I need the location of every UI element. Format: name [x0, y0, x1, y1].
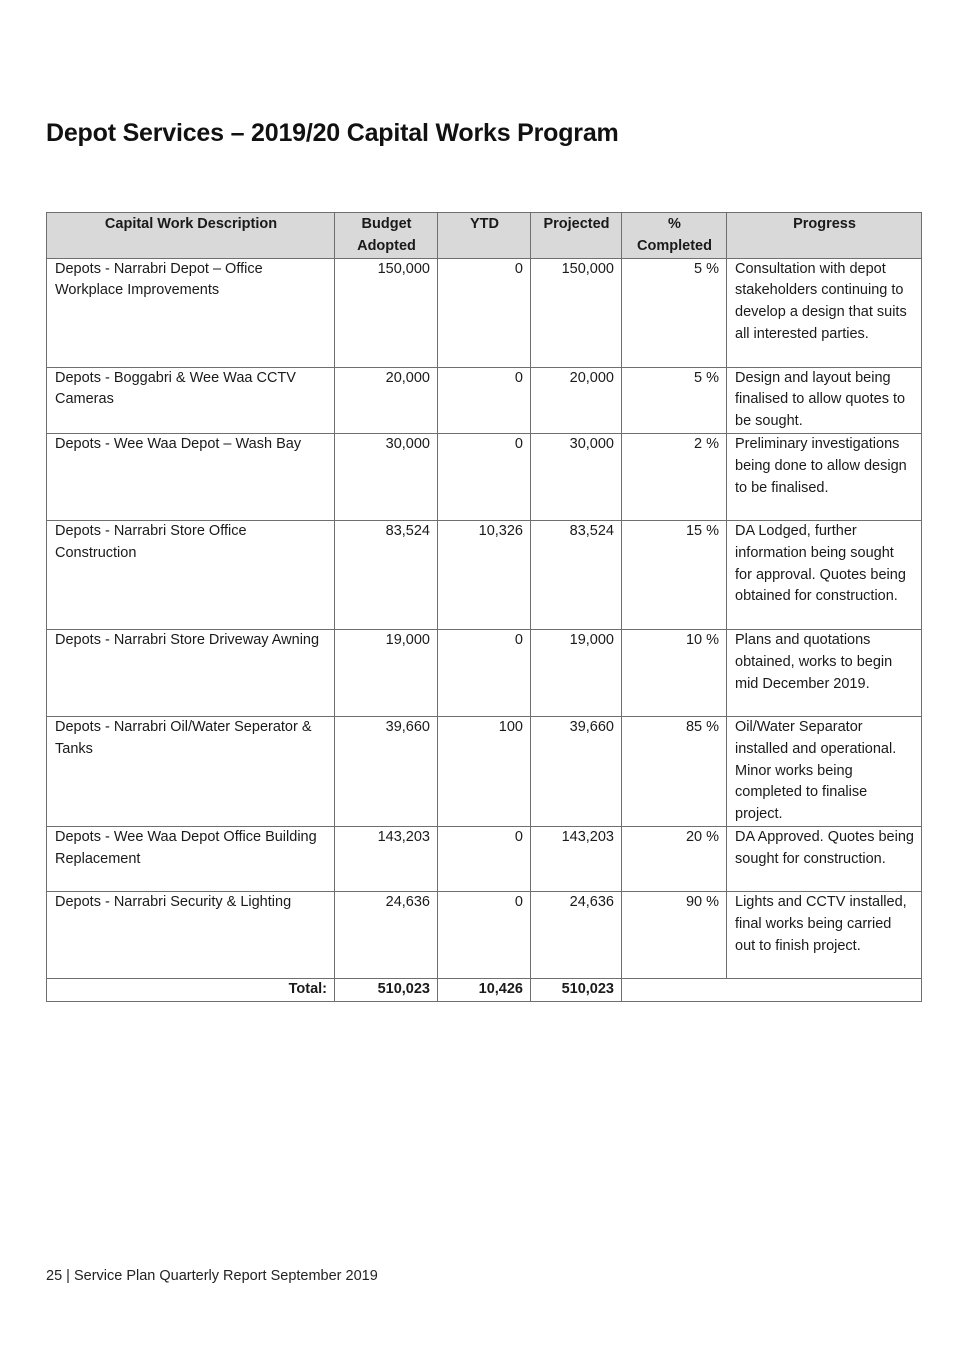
cell-ytd: 0	[438, 826, 531, 891]
table-row	[47, 629, 922, 716]
cell-budget: 19,000	[335, 629, 438, 716]
cell-budget: 24,636	[335, 891, 438, 978]
cell-budget: 20,000	[335, 367, 438, 433]
total-row	[47, 978, 922, 1001]
cell-progress: Oil/Water Separator installed and operational. Minor works being completed to finalise project.	[727, 716, 922, 826]
table-row	[47, 891, 922, 978]
cell-projected: 19,000	[531, 629, 622, 716]
cell-description: Depots - Narrabri Depot – Office Workplace Improvements	[47, 258, 335, 367]
cell-progress: Design and layout being finalised to allow quotes to be sought.	[727, 367, 922, 433]
cell-projected: 39,660	[531, 716, 622, 826]
cell-percent: 20 %	[622, 826, 727, 891]
header-budget-line1: Budget	[361, 216, 412, 232]
cell-description: Depots - Narrabri Oil/Water Seperator & Tanks	[47, 716, 335, 826]
cell-ytd: 0	[438, 367, 531, 433]
cell-percent: 90 %	[622, 891, 727, 978]
table-row	[47, 433, 922, 520]
cell-percent: 15 %	[622, 520, 727, 629]
cell-progress: DA Lodged, further information being sought for approval. Quotes being obtained for construction.	[727, 520, 922, 629]
cell-percent: 10 %	[622, 629, 727, 716]
capital-works-table	[46, 212, 922, 1002]
header-ytd: YTD	[438, 213, 531, 259]
total-projected: 510,023	[531, 978, 622, 1001]
cell-ytd: 0	[438, 891, 531, 978]
cell-description: Depots - Narrabri Security & Lighting	[47, 891, 335, 978]
table-row	[47, 520, 922, 629]
cell-projected: 150,000	[531, 258, 622, 367]
cell-description: Depots - Wee Waa Depot Office Building Replacement	[47, 826, 335, 891]
cell-percent: 5 %	[622, 258, 727, 367]
page-footer: 25 | Service Plan Quarterly Report September 2019	[46, 1268, 378, 1284]
header-description: Capital Work Description	[47, 213, 335, 259]
cell-percent: 5 %	[622, 367, 727, 433]
cell-progress: Consultation with depot stakeholders continuing to develop a design that suits all interested parties.	[727, 258, 922, 367]
header-budget-line2: Adopted	[357, 237, 416, 254]
cell-progress: DA Approved. Quotes being sought for construction.	[727, 826, 922, 891]
cell-budget: 39,660	[335, 716, 438, 826]
cell-description: Depots - Narrabri Store Office Construction	[47, 520, 335, 629]
cell-ytd: 100	[438, 716, 531, 826]
table-row	[47, 367, 922, 433]
cell-ytd: 0	[438, 629, 531, 716]
cell-budget: 30,000	[335, 433, 438, 520]
cell-description: Depots - Wee Waa Depot – Wash Bay	[47, 433, 335, 520]
cell-ytd: 0	[438, 433, 531, 520]
header-projected: Projected	[531, 213, 622, 259]
table-row	[47, 826, 922, 891]
table-header-row	[47, 213, 922, 259]
cell-projected: 24,636	[531, 891, 622, 978]
total-ytd: 10,426	[438, 978, 531, 1001]
header-budget-adopted	[335, 213, 438, 259]
cell-budget: 83,524	[335, 520, 438, 629]
table-row	[47, 716, 922, 826]
cell-ytd: 10,326	[438, 520, 531, 629]
table-row	[47, 258, 922, 367]
cell-budget: 150,000	[335, 258, 438, 367]
total-label: Total:	[47, 978, 335, 1001]
total-empty-cell	[622, 978, 922, 1001]
cell-description: Depots - Narrabri Store Driveway Awning	[47, 629, 335, 716]
cell-description: Depots - Boggabri & Wee Waa CCTV Cameras	[47, 367, 335, 433]
cell-projected: 30,000	[531, 433, 622, 520]
header-percent-completed	[622, 213, 727, 259]
cell-progress: Preliminary investigations being done to allow design to be finalised.	[727, 433, 922, 520]
cell-budget: 143,203	[335, 826, 438, 891]
cell-projected: 143,203	[531, 826, 622, 891]
cell-progress: Plans and quotations obtained, works to begin mid December 2019.	[727, 629, 922, 716]
total-budget: 510,023	[335, 978, 438, 1001]
cell-projected: 20,000	[531, 367, 622, 433]
header-progress: Progress	[727, 213, 922, 259]
cell-percent: 85 %	[622, 716, 727, 826]
cell-percent: 2 %	[622, 433, 727, 520]
cell-ytd: 0	[438, 258, 531, 367]
header-pct-line2: Completed	[637, 237, 712, 254]
cell-projected: 83,524	[531, 520, 622, 629]
page-title: Depot Services – 2019/20 Capital Works Program	[46, 119, 619, 147]
header-pct-line1: %	[668, 216, 681, 232]
cell-progress: Lights and CCTV installed, final works being carried out to finish project.	[727, 891, 922, 978]
